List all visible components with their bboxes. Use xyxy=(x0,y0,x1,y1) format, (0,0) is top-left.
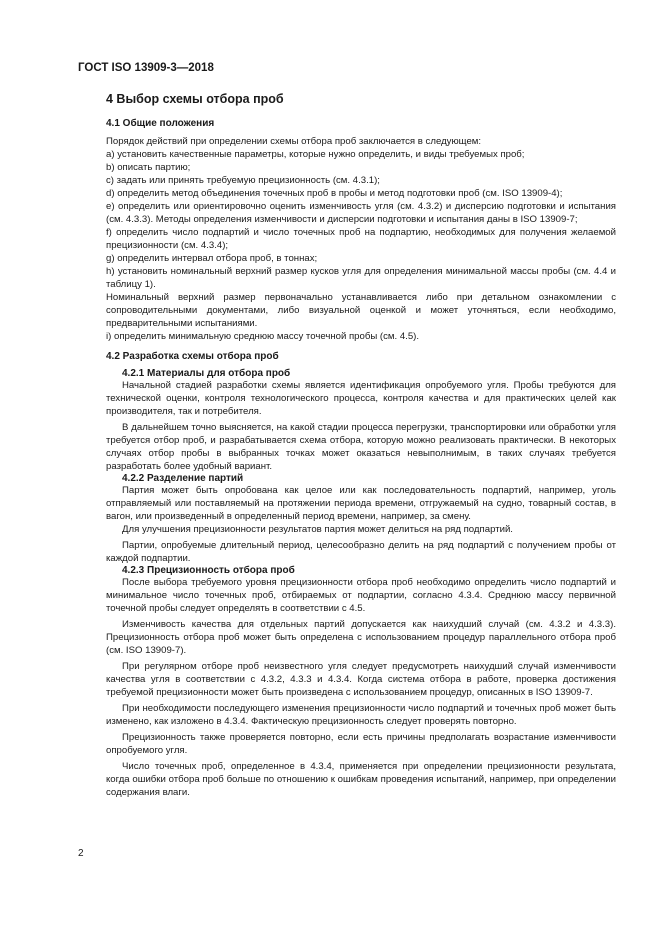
paragraph: Партии, опробуемые длительный период, целесообразно делить на ряд подпартий с получением пробы от каждой подпартии. xyxy=(106,540,616,564)
list-item: b) описать партию; xyxy=(106,162,191,173)
list-item: h) установить номинальный верхний размер кусков угля для определения минимальной массы пробы (см. 4.4 и таблицу 1). xyxy=(106,266,616,290)
list-item: g) определить интервал отбора проб, в тоннах; xyxy=(106,253,318,264)
page-content xyxy=(106,92,616,799)
page-number: 2 xyxy=(78,848,84,859)
list-item: a) установить качественные параметры, которые нужно определить, и виды требуемых проб; xyxy=(106,149,525,160)
paragraph: При необходимости последующего изменения прецизионности число подпартий и точечных проб может быть изменено, как изложено в 4.3.4. Фактическую прецизионность следует проверять повторно. xyxy=(106,703,616,727)
paragraph: Начальной стадией разработки схемы является идентификация опробуемого угля. Пробы требуются для технической оценки, контроля технологического процесса, контроля качества и для практических целей как производителя, так и потребителя. xyxy=(106,380,616,417)
paragraph: Партия может быть опробована как целое или как последовательность подпартий, например, уголь отправляемый или поставляемый на протяжении периода времени, отгружаемый на судно, товарный состав, в вагон, или произведенный в определенный период времени, например, за смену. xyxy=(106,485,616,522)
paragraph: Номинальный верхний размер первоначально устанавливается либо при детальном ознакомлении с сопроводительными документами, либо визуальной оценкой и может уточняться, если необходимо, предварительными испытаниями. xyxy=(106,292,616,329)
paragraph: При регулярном отборе проб неизвестного угля следует предусмотреть наихудший случай изменчивости качества угля в соответствии с 4.3.2, 4.3.3 и 4.3.4. Когда система отбора в работе, проверка достижения требуемой прецизионности может быть произведена с использованием процедур, описанных в ISO 13909-7. xyxy=(106,661,616,698)
paragraph: Для улучшения прецизионности результатов партия может делиться на ряд подпартий. xyxy=(122,524,513,535)
list-item: i) определить минимальную среднюю массу точечной пробы (см. 4.5). xyxy=(106,331,420,342)
document-header: ГОСТ ISO 13909-3—2018 xyxy=(78,62,214,74)
subsection-title-4-1: 4.1 Общие положения xyxy=(106,118,215,129)
list-item: f) определить число подпартий и число точечных проб на подпартию, необходимых для получения желаемой прецизионности (см. 4.3.4); xyxy=(106,227,616,251)
clause-title-4-2-2: 4.2.2 Разделение партий xyxy=(122,473,244,484)
paragraph: Число точечных проб, определенное в 4.3.4, применяется при определении прецизионности результата, когда ошибки отбора проб больше по отношению к ошибкам проведения испытаний, например, при определении содержания влаги. xyxy=(106,761,616,798)
paragraph: После выбора требуемого уровня прецизионности отбора проб необходимо определить число подпартий и минимальное число точечных проб, отбираемых от подпартии, согласно 4.3.4. Среднюю массу первичной точечной пробы следует определять в соответствии с 4.5. xyxy=(106,577,616,614)
paragraph: Порядок действий при определении схемы отбора проб заключается в следующем: xyxy=(106,136,482,147)
clause-title-4-2-3: 4.2.3 Прецизионность отбора проб xyxy=(122,565,295,576)
paragraph: Изменчивость качества для отдельных партий допускается как наихудший случай (см. 4.3.2 и 4.3.3). Прецизионность отбора проб может быть определена с использованием процедур параллельного отбора проб (см. ISO 13909-7). xyxy=(106,619,616,656)
clause-title-4-2-1: 4.2.1 Материалы для отбора проб xyxy=(122,368,291,379)
paragraph: В дальнейшем точно выясняется, на какой стадии процесса перегрузки, транспортировки или обработки угля требуется отбор проб, и разрабатывается схема отбора, которую можно реализовать практически. В некоторых случаях отбор пробы в выбранных точках может оказаться невыполнимым, в таких случаях требуется разработать более удобный вариант. xyxy=(106,422,616,472)
list-item: c) задать или принять требуемую прецизионность (см. 4.3.1); xyxy=(106,175,380,186)
list-item: e) определить или ориентировочно оценить изменчивость угля (см. 4.3.2) и дисперсию подготовки и испытания (см. 4.3.3). Методы определения изменчивости и дисперсии подготовки и испытания даны в ISO 13909-7; xyxy=(106,201,616,225)
subsection-title-4-2: 4.2 Разработка схемы отбора проб xyxy=(106,351,279,362)
section-title: 4 Выбор схемы отбора проб xyxy=(106,92,284,106)
paragraph: Прецизионность также проверяется повторно, если есть причины предполагать возрастание изменчивости опробуемого угля. xyxy=(106,732,616,756)
list-item: d) определить метод объединения точечных проб в пробы и метод подготовки проб (см. ISO 13909-4); xyxy=(106,188,563,199)
